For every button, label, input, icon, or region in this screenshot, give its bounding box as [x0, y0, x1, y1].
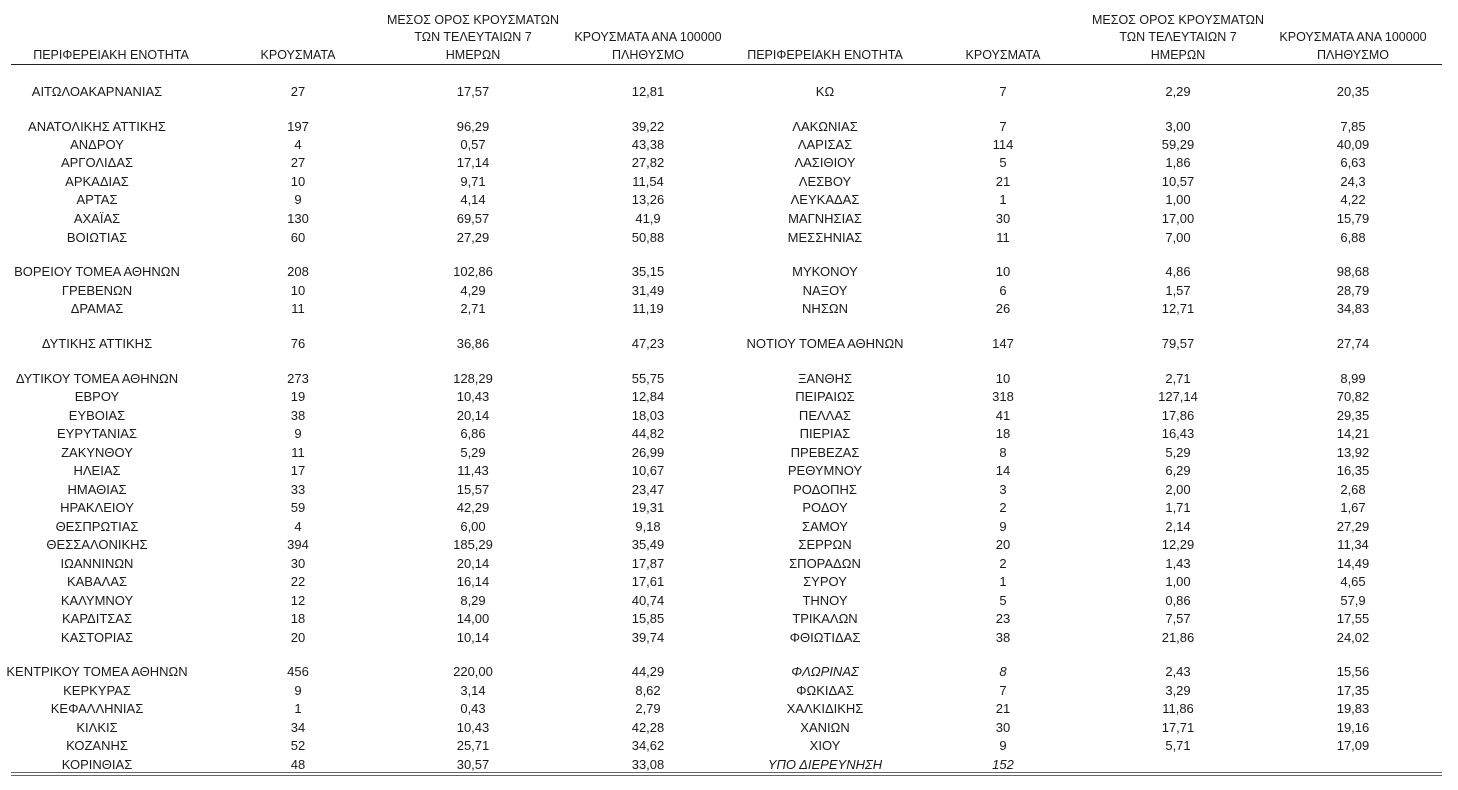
right-cell-per100k: 19,16: [1336, 720, 1370, 735]
left-cell-cases: 208: [287, 264, 309, 279]
left-cell-avg7: 16,14: [456, 574, 490, 589]
header-per100k-right-2: ΠΛΗΘΥΣΜΟ: [1317, 48, 1389, 62]
left-cell-avg7: 25,71: [456, 738, 490, 753]
left-cell-cases: 9: [294, 426, 302, 441]
right-cell-avg7: 1,57: [1165, 283, 1191, 298]
right-cell-cases: 2: [999, 500, 1007, 515]
right-cell-cases: 14: [995, 463, 1011, 478]
left-cell-per100k: 13,26: [631, 192, 665, 207]
right-cell-region: ΦΩΚΙΔΑΣ: [796, 683, 854, 698]
right-cell-per100k: 2,68: [1340, 482, 1366, 497]
right-cell-cases: 152: [992, 757, 1014, 772]
left-cell-avg7: 6,86: [460, 426, 486, 441]
left-cell-avg7: 36,86: [456, 336, 490, 351]
right-cell-region: ΣΑΜΟΥ: [802, 519, 848, 534]
right-cell-avg7: 12,29: [1161, 537, 1195, 552]
right-cell-region: ΛΕΣΒΟΥ: [798, 174, 852, 189]
right-cell-avg7: 59,29: [1161, 137, 1195, 152]
right-cell-per100k: 1,67: [1340, 500, 1366, 515]
right-cell-cases: 1: [999, 574, 1007, 589]
right-cell-region: ΣΕΡΡΩΝ: [798, 537, 852, 552]
right-cell-cases: 6: [999, 283, 1007, 298]
right-cell-region: ΝΟΤΙΟΥ ΤΟΜΕΑ ΑΘΗΝΩΝ: [746, 336, 904, 351]
right-cell-per100k: 16,35: [1336, 463, 1370, 478]
left-cell-region: ΚΑΒΑΛΑΣ: [66, 574, 128, 589]
right-cell-per100k: 40,09: [1336, 137, 1370, 152]
left-cell-avg7: 10,43: [456, 389, 490, 404]
right-cell-per100k: 27,29: [1336, 519, 1370, 534]
right-cell-cases: 8: [999, 664, 1007, 679]
right-cell-per100k: 17,55: [1336, 611, 1370, 626]
left-cell-per100k: 17,61: [631, 574, 665, 589]
right-cell-cases: 30: [995, 211, 1011, 226]
header-avg-right-3: ΗΜΕΡΩΝ: [1150, 48, 1206, 62]
header-avg-left-2: ΤΩΝ ΤΕΛΕΥΤΑΙΩΝ 7: [414, 30, 532, 44]
right-cell-region: ΡΟΔΟΠΗΣ: [793, 482, 857, 497]
right-cell-cases: 41: [995, 408, 1011, 423]
left-cell-avg7: 9,71: [460, 174, 486, 189]
left-cell-region: ΗΡΑΚΛΕΙΟΥ: [60, 500, 134, 515]
left-cell-region: ΑΧΑΪΑΣ: [73, 211, 121, 226]
left-cell-avg7: 20,14: [456, 556, 490, 571]
header-avg-right-1: ΜΕΣΟΣ ΟΡΟΣ ΚΡΟΥΣΜΑΤΩΝ: [1091, 13, 1265, 27]
left-cell-avg7: 220,00: [453, 664, 493, 679]
right-cell-region: ΠΕΙΡΑΙΩΣ: [795, 389, 855, 404]
left-cell-cases: 22: [290, 574, 306, 589]
left-cell-avg7: 0,57: [460, 137, 486, 152]
right-cell-avg7: 2,14: [1165, 519, 1191, 534]
left-cell-per100k: 47,23: [631, 336, 665, 351]
left-cell-region: ΑΙΤΩΛΟΑΚΑΡΝΑΝΙΑΣ: [31, 84, 163, 99]
right-cell-avg7: 2,00: [1165, 482, 1191, 497]
right-cell-region: ΦΛΩΡΙΝΑΣ: [791, 664, 859, 679]
right-cell-avg7: 0,86: [1165, 593, 1191, 608]
left-cell-per100k: 27,82: [631, 155, 665, 170]
right-cell-cases: 114: [992, 137, 1014, 152]
right-cell-avg7: 2,43: [1165, 664, 1191, 679]
header-cases-right: ΚΡΟΥΣΜΑΤΑ: [965, 48, 1041, 62]
left-cell-region: ΘΕΣΠΡΩΤΙΑΣ: [55, 519, 139, 534]
right-cell-region: ΠΙΕΡΙΑΣ: [799, 426, 851, 441]
left-cell-region: ΑΡΚΑΔΙΑΣ: [65, 174, 129, 189]
right-cell-avg7: 7,00: [1165, 230, 1191, 245]
right-cell-region: ΝΗΣΩΝ: [802, 301, 848, 316]
right-cell-cases: 10: [995, 264, 1011, 279]
right-cell-region: ΧΑΝΙΩΝ: [800, 720, 850, 735]
left-cell-avg7: 17,57: [456, 84, 490, 99]
right-cell-avg7: 17,71: [1161, 720, 1195, 735]
left-cell-cases: 273: [287, 371, 309, 386]
left-cell-avg7: 128,29: [453, 371, 493, 386]
left-cell-cases: 76: [290, 336, 306, 351]
right-cell-region: ΜΥΚΟΝΟΥ: [792, 264, 858, 279]
left-cell-cases: 1: [294, 701, 302, 716]
left-cell-cases: 4: [294, 137, 302, 152]
right-cell-avg7: 1,00: [1165, 192, 1191, 207]
header-cases-left: ΚΡΟΥΣΜΑΤΑ: [260, 48, 336, 62]
left-cell-region: ΕΥΒΟΙΑΣ: [68, 408, 126, 423]
right-cell-cases: 2: [999, 556, 1007, 571]
right-cell-cases: 18: [995, 426, 1011, 441]
right-cell-per100k: 34,83: [1336, 301, 1370, 316]
left-cell-cases: 27: [290, 155, 306, 170]
left-cell-per100k: 2,79: [635, 701, 661, 716]
right-cell-region: ΡΟΔΟΥ: [802, 500, 848, 515]
left-cell-per100k: 39,22: [631, 119, 665, 134]
left-cell-per100k: 43,38: [631, 137, 665, 152]
left-cell-avg7: 3,14: [460, 683, 486, 698]
left-cell-per100k: 26,99: [631, 445, 665, 460]
left-cell-per100k: 12,84: [631, 389, 665, 404]
left-cell-avg7: 15,57: [456, 482, 490, 497]
right-cell-cases: 23: [995, 611, 1011, 626]
right-cell-per100k: 17,09: [1336, 738, 1370, 753]
left-cell-avg7: 11,43: [457, 463, 489, 478]
right-cell-cases: 7: [999, 683, 1007, 698]
left-cell-cases: 30: [290, 556, 306, 571]
left-cell-cases: 130: [287, 211, 309, 226]
right-cell-per100k: 15,56: [1336, 664, 1370, 679]
right-cell-region: ΛΑΚΩΝΙΑΣ: [792, 119, 858, 134]
left-cell-region: ΚΑΣΤΟΡΙΑΣ: [60, 630, 134, 645]
right-cell-region: ΧΑΛΚΙΔΙΚΗΣ: [786, 701, 864, 716]
right-cell-cases: 11: [996, 230, 1010, 245]
left-cell-per100k: 44,82: [631, 426, 665, 441]
left-cell-avg7: 96,29: [456, 119, 490, 134]
left-cell-region: ΕΒΡΟΥ: [74, 389, 120, 404]
right-cell-cases: 5: [999, 155, 1007, 170]
header-per100k-left-2: ΠΛΗΘΥΣΜΟ: [612, 48, 684, 62]
header-divider: [11, 64, 1442, 65]
right-cell-region: ΤΡΙΚΑΛΩΝ: [792, 611, 858, 626]
right-cell-cases: 7: [999, 119, 1007, 134]
left-cell-cases: 18: [290, 611, 306, 626]
left-cell-region: ΓΡΕΒΕΝΩΝ: [61, 283, 133, 298]
right-cell-per100k: 20,35: [1336, 84, 1370, 99]
right-cell-cases: 3: [999, 482, 1007, 497]
right-cell-avg7: 79,57: [1161, 336, 1195, 351]
left-cell-region: ΚΕΦΑΛΛΗΝΙΑΣ: [50, 701, 144, 716]
left-cell-per100k: 42,28: [631, 720, 665, 735]
left-cell-per100k: 10,67: [631, 463, 665, 478]
left-cell-per100k: 9,18: [635, 519, 661, 534]
left-cell-region: ΔΡΑΜΑΣ: [70, 301, 124, 316]
right-cell-avg7: 12,71: [1161, 301, 1195, 316]
right-cell-cases: 30: [995, 720, 1011, 735]
right-cell-avg7: 11,86: [1162, 701, 1194, 716]
right-cell-avg7: 6,29: [1165, 463, 1191, 478]
left-cell-avg7: 42,29: [456, 500, 490, 515]
right-cell-avg7: 1,00: [1165, 574, 1191, 589]
left-cell-region: ΑΡΤΑΣ: [76, 192, 118, 207]
header-avg-left-1: ΜΕΣΟΣ ΟΡΟΣ ΚΡΟΥΣΜΑΤΩΝ: [386, 13, 560, 27]
right-cell-avg7: 4,86: [1165, 264, 1191, 279]
right-cell-per100k: 14,49: [1336, 556, 1370, 571]
left-cell-avg7: 2,71: [460, 301, 486, 316]
right-cell-region: ΡΕΘΥΜΝΟΥ: [787, 463, 863, 478]
right-cell-region: ΛΑΡΙΣΑΣ: [797, 137, 853, 152]
left-cell-per100k: 11,19: [632, 301, 664, 316]
right-cell-per100k: 24,02: [1336, 630, 1370, 645]
right-cell-region: ΜΕΣΣΗΝΙΑΣ: [787, 230, 863, 245]
left-cell-per100k: 39,74: [631, 630, 665, 645]
left-cell-region: ΔΥΤΙΚΟΥ ΤΟΜΕΑ ΑΘΗΝΩΝ: [15, 371, 179, 386]
left-cell-cases: 20: [290, 630, 306, 645]
left-cell-per100k: 44,29: [631, 664, 665, 679]
left-cell-region: ΑΝΑΤΟΛΙΚΗΣ ΑΤΤΙΚΗΣ: [28, 119, 166, 134]
right-cell-region: ΣΠΟΡΑΔΩΝ: [789, 556, 861, 571]
right-cell-cases: 9: [999, 519, 1007, 534]
left-cell-avg7: 20,14: [456, 408, 490, 423]
right-cell-per100k: 7,85: [1340, 119, 1366, 134]
header-region-right: ΠΕΡΙΦΕΡΕΙΑΚΗ ΕΝΟΤΗΤΑ: [747, 48, 903, 62]
right-cell-per100k: 70,82: [1336, 389, 1370, 404]
header-avg-right-2: ΤΩΝ ΤΕΛΕΥΤΑΙΩΝ 7: [1119, 30, 1237, 44]
right-cell-cases: 38: [995, 630, 1011, 645]
right-cell-per100k: 29,35: [1336, 408, 1370, 423]
right-cell-per100k: 57,9: [1340, 593, 1366, 608]
header-per100k-left-1: ΚΡΟΥΣΜΑΤΑ ΑΝΑ 100000: [574, 30, 722, 44]
right-cell-region: ΣΥΡΟΥ: [803, 574, 847, 589]
left-cell-per100k: 17,87: [631, 556, 665, 571]
left-cell-region: ΔΥΤΙΚΗΣ ΑΤΤΙΚΗΣ: [41, 336, 153, 351]
right-cell-region: ΥΠΟ ΔΙΕΡΕΥΝΗΣΗ: [767, 757, 883, 772]
right-cell-cases: 21: [995, 701, 1011, 716]
left-cell-per100k: 40,74: [631, 593, 665, 608]
header-region-left: ΠΕΡΙΦΕΡΕΙΑΚΗ ΕΝΟΤΗΤΑ: [33, 48, 189, 62]
left-cell-region: ΘΕΣΣΑΛΟΝΙΚΗΣ: [46, 537, 148, 552]
right-cell-region: ΧΙΟΥ: [809, 738, 841, 753]
right-cell-per100k: 24,3: [1340, 174, 1366, 189]
left-cell-cases: 10: [290, 174, 306, 189]
right-cell-cases: 9: [999, 738, 1007, 753]
left-cell-cases: 48: [290, 757, 306, 772]
left-cell-region: ΚΑΛΥΜΝΟΥ: [60, 593, 134, 608]
left-cell-cases: 59: [290, 500, 306, 515]
left-cell-cases: 11: [291, 445, 305, 460]
left-cell-cases: 19: [290, 389, 306, 404]
right-cell-per100k: 14,21: [1336, 426, 1370, 441]
left-cell-avg7: 6,00: [460, 519, 486, 534]
right-cell-region: ΚΩ: [815, 84, 835, 99]
left-cell-avg7: 4,29: [460, 283, 486, 298]
left-cell-region: ΚΟΡΙΝΘΙΑΣ: [61, 757, 133, 772]
right-cell-avg7: 2,29: [1165, 84, 1191, 99]
right-cell-cases: 1: [999, 192, 1007, 207]
right-cell-cases: 147: [992, 336, 1014, 351]
right-cell-avg7: 21,86: [1161, 630, 1195, 645]
left-cell-avg7: 102,86: [453, 264, 493, 279]
left-cell-per100k: 19,31: [631, 500, 665, 515]
right-cell-region: ΠΡΕΒΕΖΑΣ: [790, 445, 860, 460]
left-cell-per100k: 12,81: [631, 84, 665, 99]
right-cell-avg7: 3,00: [1165, 119, 1191, 134]
left-cell-region: ΗΛΕΙΑΣ: [73, 463, 121, 478]
left-cell-cases: 27: [290, 84, 306, 99]
right-cell-per100k: 6,88: [1340, 230, 1366, 245]
right-cell-cases: 26: [995, 301, 1011, 316]
right-cell-avg7: 5,29: [1165, 445, 1191, 460]
right-cell-per100k: 19,83: [1336, 701, 1370, 716]
left-cell-per100k: 34,62: [631, 738, 665, 753]
left-cell-per100k: 33,08: [631, 757, 665, 772]
left-cell-cases: 197: [287, 119, 309, 134]
left-cell-cases: 34: [290, 720, 306, 735]
right-cell-region: ΠΕΛΛΑΣ: [798, 408, 852, 423]
header-per100k-right-1: ΚΡΟΥΣΜΑΤΑ ΑΝΑ 100000: [1279, 30, 1427, 44]
left-cell-region: ΚΑΡΔΙΤΣΑΣ: [61, 611, 133, 626]
left-cell-per100k: 18,03: [631, 408, 665, 423]
right-cell-cases: 20: [995, 537, 1011, 552]
right-cell-per100k: 15,79: [1336, 211, 1370, 226]
left-cell-region: ΚΙΛΚΙΣ: [76, 720, 118, 735]
right-cell-per100k: 98,68: [1336, 264, 1370, 279]
right-cell-region: ΜΑΓΝΗΣΙΑΣ: [788, 211, 862, 226]
right-cell-avg7: 17,00: [1161, 211, 1195, 226]
right-cell-cases: 5: [999, 593, 1007, 608]
left-cell-cases: 9: [294, 683, 302, 698]
right-cell-per100k: 6,63: [1340, 155, 1366, 170]
left-cell-cases: 456: [287, 664, 309, 679]
left-cell-cases: 52: [290, 738, 306, 753]
left-cell-cases: 394: [287, 537, 309, 552]
right-cell-cases: 8: [999, 445, 1007, 460]
left-cell-cases: 12: [290, 593, 306, 608]
left-cell-avg7: 0,43: [460, 701, 486, 716]
right-cell-cases: 21: [995, 174, 1011, 189]
left-cell-per100k: 11,54: [632, 174, 664, 189]
left-cell-per100k: 50,88: [631, 230, 665, 245]
left-cell-avg7: 4,14: [460, 192, 486, 207]
left-cell-cases: 9: [294, 192, 302, 207]
left-cell-region: ΒΟΡΕΙΟΥ ΤΟΜΕΑ ΑΘΗΝΩΝ: [14, 264, 180, 279]
right-cell-avg7: 10,57: [1161, 174, 1195, 189]
right-cell-cases: 318: [992, 389, 1014, 404]
left-cell-cases: 33: [290, 482, 306, 497]
left-cell-region: ΕΥΡΥΤΑΝΙΑΣ: [56, 426, 138, 441]
left-cell-avg7: 5,29: [460, 445, 486, 460]
right-cell-avg7: 5,71: [1165, 738, 1191, 753]
footer-divider: [11, 772, 1442, 776]
left-cell-cases: 11: [291, 301, 305, 316]
left-cell-region: ΑΡΓΟΛΙΔΑΣ: [60, 155, 134, 170]
left-cell-region: ΖΑΚΥΝΘΟΥ: [61, 445, 133, 460]
left-cell-avg7: 69,57: [456, 211, 490, 226]
right-cell-region: ΛΑΣΙΘΙΟΥ: [794, 155, 856, 170]
left-cell-per100k: 15,85: [631, 611, 665, 626]
left-cell-avg7: 185,29: [453, 537, 493, 552]
left-cell-region: ΚΟΖΑΝΗΣ: [66, 738, 128, 753]
right-cell-avg7: 2,71: [1165, 371, 1191, 386]
left-cell-cases: 17: [290, 463, 306, 478]
left-cell-cases: 10: [290, 283, 306, 298]
left-cell-avg7: 17,14: [456, 155, 490, 170]
left-cell-avg7: 30,57: [456, 757, 490, 772]
right-cell-avg7: 3,29: [1165, 683, 1191, 698]
left-cell-region: ΙΩΑΝΝΙΝΩΝ: [60, 556, 134, 571]
right-cell-avg7: 16,43: [1161, 426, 1195, 441]
right-cell-avg7: 1,86: [1165, 155, 1191, 170]
right-cell-per100k: 4,65: [1340, 574, 1366, 589]
left-cell-per100k: 35,49: [631, 537, 665, 552]
right-cell-region: ΝΑΞΟΥ: [802, 283, 848, 298]
left-cell-avg7: 10,43: [456, 720, 490, 735]
right-cell-avg7: 7,57: [1165, 611, 1191, 626]
left-cell-avg7: 14,00: [456, 611, 490, 626]
left-cell-region: ΚΕΝΤΡΙΚΟΥ ΤΟΜΕΑ ΑΘΗΝΩΝ: [6, 664, 188, 679]
right-cell-per100k: 17,35: [1336, 683, 1370, 698]
left-cell-avg7: 8,29: [460, 593, 486, 608]
right-cell-avg7: 127,14: [1158, 389, 1198, 404]
right-cell-per100k: 8,99: [1340, 371, 1366, 386]
right-cell-per100k: 28,79: [1336, 283, 1370, 298]
left-cell-avg7: 27,29: [456, 230, 490, 245]
left-cell-per100k: 55,75: [631, 371, 665, 386]
left-cell-cases: 38: [290, 408, 306, 423]
left-cell-region: ΑΝΔΡΟΥ: [70, 137, 124, 152]
right-cell-avg7: 1,43: [1165, 556, 1191, 571]
left-cell-per100k: 31,49: [631, 283, 665, 298]
left-cell-per100k: 41,9: [635, 211, 661, 226]
header-avg-left-3: ΗΜΕΡΩΝ: [445, 48, 501, 62]
left-cell-region: ΗΜΑΘΙΑΣ: [67, 482, 127, 497]
left-cell-region: ΒΟΙΩΤΙΑΣ: [66, 230, 128, 245]
right-cell-per100k: 11,34: [1337, 537, 1369, 552]
right-cell-cases: 7: [999, 84, 1007, 99]
left-cell-cases: 60: [290, 230, 306, 245]
left-cell-per100k: 35,15: [631, 264, 665, 279]
left-cell-per100k: 8,62: [635, 683, 661, 698]
right-cell-cases: 10: [995, 371, 1011, 386]
right-cell-region: ΤΗΝΟΥ: [802, 593, 848, 608]
left-cell-cases: 4: [294, 519, 302, 534]
right-cell-avg7: 17,86: [1161, 408, 1195, 423]
right-cell-per100k: 13,92: [1336, 445, 1370, 460]
left-cell-per100k: 23,47: [631, 482, 665, 497]
right-cell-region: ΦΘΙΩΤΙΔΑΣ: [789, 630, 861, 645]
left-cell-avg7: 10,14: [456, 630, 490, 645]
right-cell-per100k: 27,74: [1336, 336, 1370, 351]
right-cell-region: ΛΕΥΚΑΔΑΣ: [790, 192, 860, 207]
right-cell-per100k: 4,22: [1340, 192, 1366, 207]
left-cell-region: ΚΕΡΚΥΡΑΣ: [63, 683, 131, 698]
right-cell-avg7: 1,71: [1165, 500, 1191, 515]
right-cell-region: ΞΑΝΘΗΣ: [797, 371, 853, 386]
